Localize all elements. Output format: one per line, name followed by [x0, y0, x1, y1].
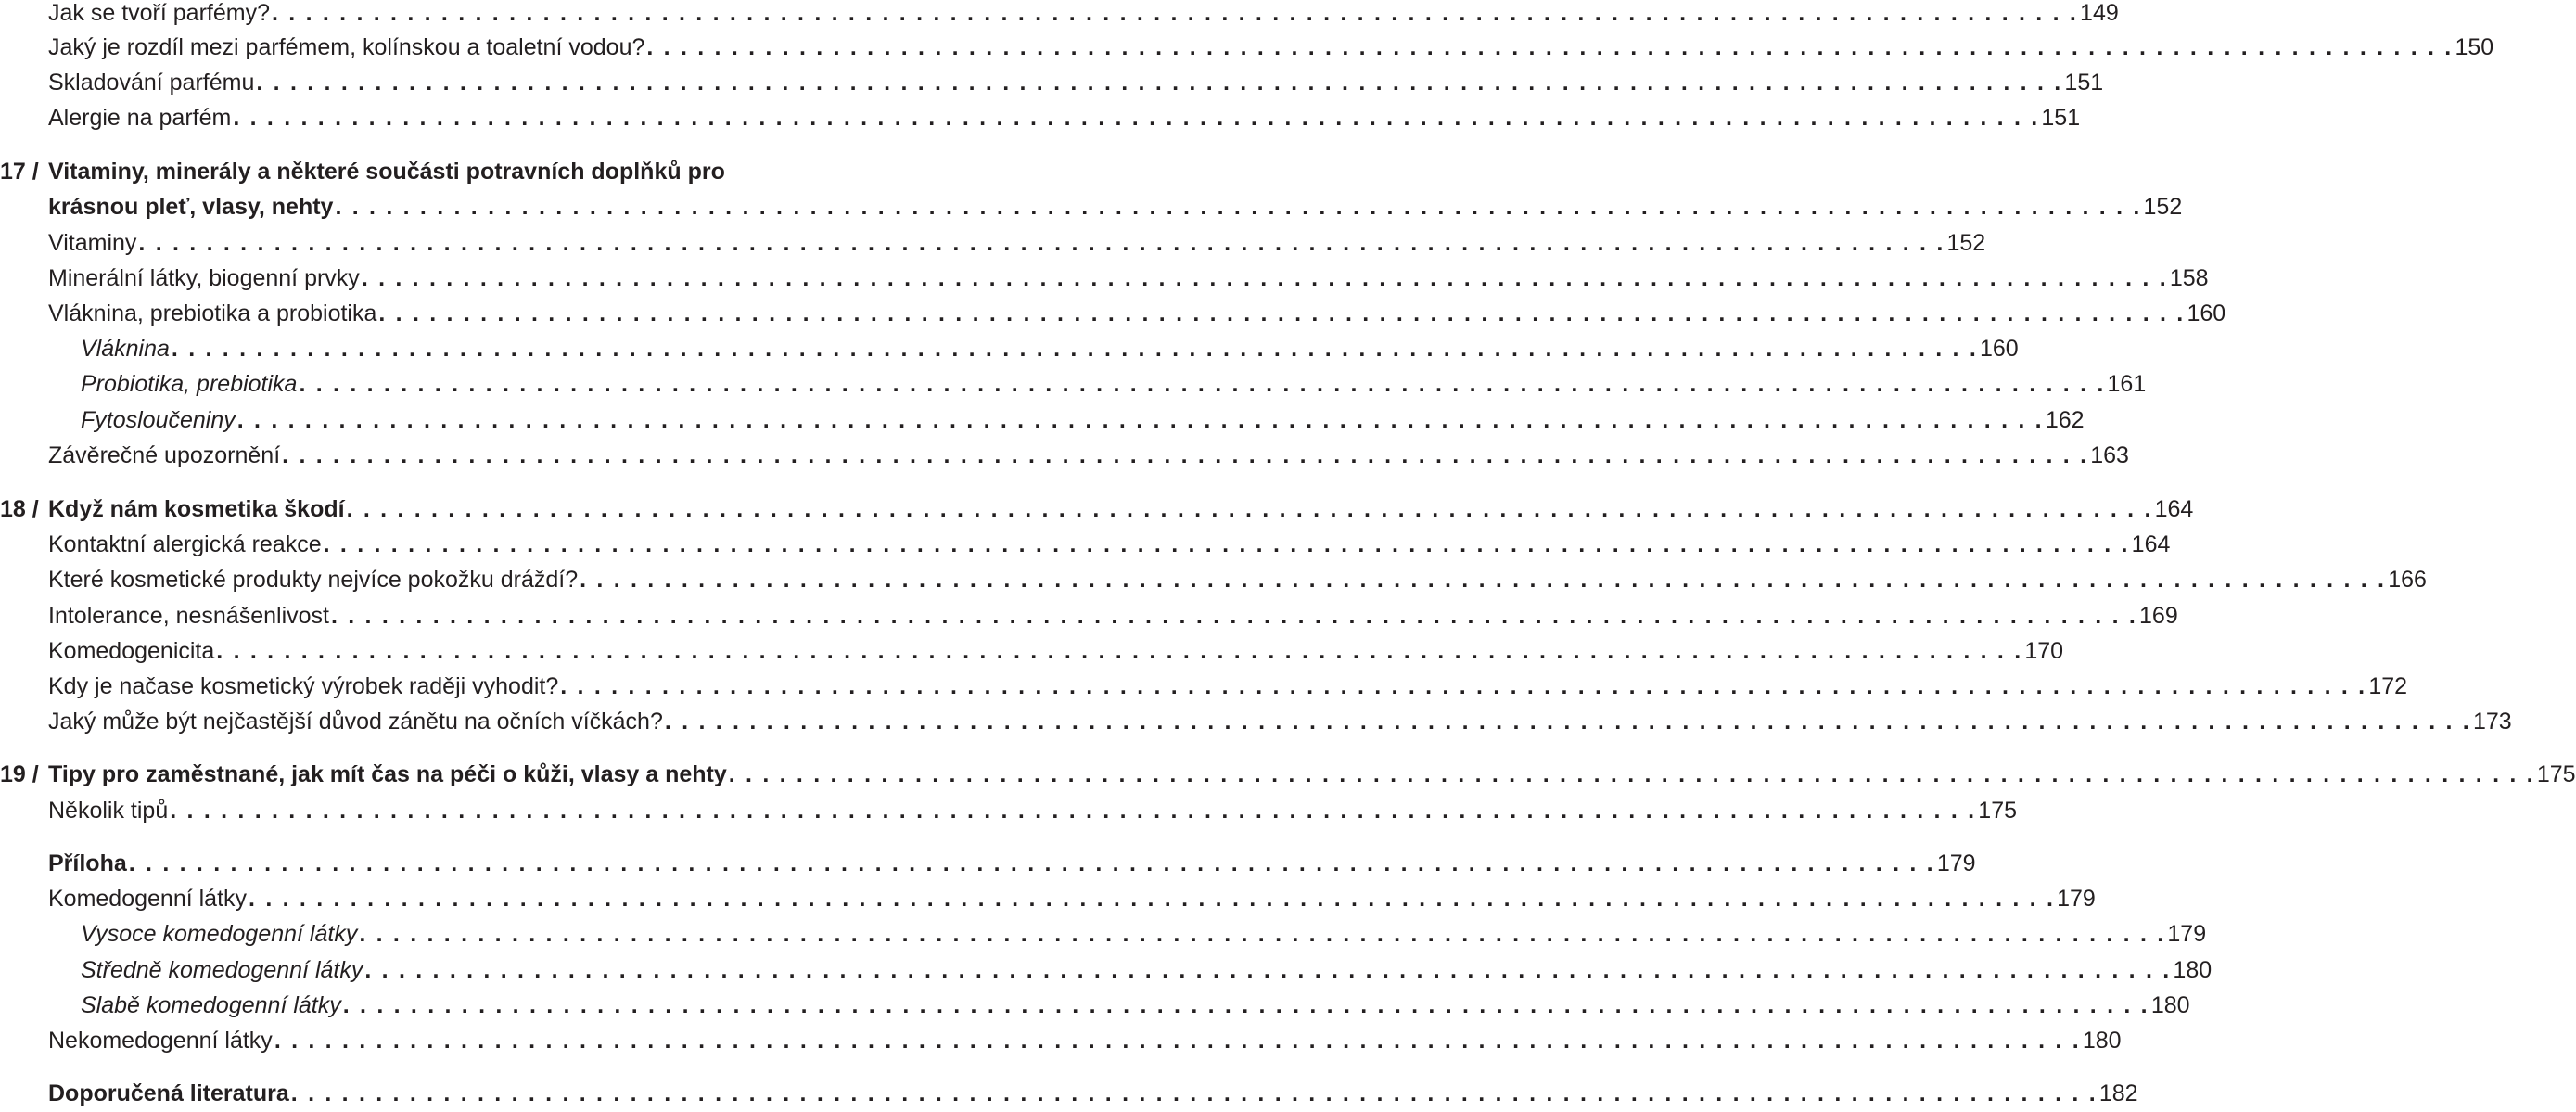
- toc-entry-title: Vitaminy: [48, 230, 137, 256]
- toc-page-number: 169: [2139, 603, 2178, 629]
- dot-leader: [236, 403, 2046, 438]
- toc-subentry: [0, 403, 2085, 438]
- toc-page-number: 179: [1936, 850, 1976, 876]
- toc-entry-title: Nekomedogenní látky: [48, 1028, 273, 1054]
- dot-leader: [289, 1076, 2099, 1111]
- toc-subentry: [0, 952, 2213, 988]
- toc-page-number: 166: [2388, 567, 2427, 593]
- toc-entry: [0, 100, 2081, 135]
- chapter-title-continued: krásnou pleť, vlasy, nehty: [48, 194, 334, 220]
- toc-page-number: 179: [2167, 921, 2207, 947]
- dot-leader: [333, 189, 2143, 224]
- chapter-title: Vitaminy, minerály a některé součásti potravních doplňků pro: [48, 159, 725, 185]
- toc-chapter-heading: [0, 757, 2576, 792]
- chapter-number: 19 /: [0, 761, 39, 787]
- toc-entry-title: Minerální látky, biogenní prvky: [48, 265, 360, 291]
- toc-entry: [0, 296, 2226, 331]
- toc-entry-title: Jak se tvoří parfémy?: [48, 0, 270, 26]
- toc-entry-title: Kontaktní alergická reakce: [48, 531, 322, 557]
- dot-leader: [329, 598, 2139, 633]
- toc-entry-title: Jaký může být nejčastější důvod zánětu na očních víčkách?: [48, 709, 663, 735]
- toc-entry: [0, 704, 2512, 739]
- toc-entry: [0, 65, 2104, 100]
- toc-entry-title: Intolerance, nesnášenlivost: [48, 603, 329, 629]
- toc-entry-title: Jaký je rozdíl mezi parfémem, kolínskou a toaletní vodou?: [48, 34, 645, 60]
- section-title: Doporučená literatura: [48, 1080, 289, 1106]
- dot-leader: [273, 1023, 2083, 1058]
- chapter-number: 17 /: [0, 159, 39, 185]
- toc-page-number: 161: [2107, 371, 2147, 397]
- dot-leader: [363, 952, 2173, 988]
- toc-entry-title: Několik tipů: [48, 798, 169, 824]
- toc-entry: [0, 598, 2178, 633]
- toc-entry-title: Závěrečné upozornění: [48, 442, 281, 468]
- toc-entry-title: Skladování parfému: [48, 70, 255, 96]
- toc-entry: [0, 0, 2119, 31]
- dot-leader: [214, 633, 2024, 669]
- toc-page-number: 160: [1979, 336, 2019, 362]
- toc-subentry: [0, 331, 2019, 366]
- toc-entry: [0, 633, 2064, 669]
- toc-page-number: 163: [2090, 442, 2129, 468]
- dot-leader: [322, 527, 2132, 562]
- toc-entry-title: Komedogenní látky: [48, 886, 248, 912]
- dot-leader: [254, 65, 2064, 100]
- toc-page-number: 164: [2131, 531, 2171, 557]
- dot-leader: [345, 492, 2155, 527]
- dot-leader: [558, 669, 2368, 704]
- chapter-title: Když nám kosmetika škodí: [48, 496, 345, 522]
- toc-section-heading: [0, 846, 1976, 881]
- toc-page-number: 182: [2098, 1080, 2138, 1106]
- toc-subentry: [0, 366, 2147, 402]
- toc-page-number: 172: [2368, 673, 2408, 699]
- dot-leader: [644, 30, 2455, 65]
- toc-page-number: 180: [2150, 992, 2190, 1018]
- toc-entry-title: Slabě komedogenní látky: [81, 992, 341, 1018]
- dot-leader: [280, 438, 2090, 473]
- toc-entry-title: Kdy je načase kosmetický výrobek raději vyhodit?: [48, 673, 559, 699]
- toc-section-heading: [0, 1076, 2138, 1111]
- toc-entry: [0, 527, 2171, 562]
- toc-page-number: 173: [2472, 709, 2512, 735]
- toc-entry-title: Probiotika, prebiotika: [81, 371, 298, 397]
- toc-entry: [0, 881, 2096, 916]
- toc-entry-title: Středně komedogenní látky: [81, 957, 363, 983]
- section-title: Příloha: [48, 850, 127, 876]
- toc-entry: [0, 261, 2209, 296]
- toc-entry: [0, 793, 2018, 828]
- toc-page-number: 152: [1946, 230, 1986, 256]
- toc-entry-title: Komedogenicita: [48, 638, 215, 664]
- toc-subentry: [0, 988, 2190, 1023]
- toc-page-number: 151: [2064, 70, 2104, 96]
- toc-entry-title: Fytosloučeniny: [81, 407, 236, 433]
- toc-chapter-heading: [0, 492, 2194, 527]
- dot-leader: [297, 366, 2107, 402]
- toc-entry-title: Vláknina, prebiotika a probiotika: [48, 300, 377, 326]
- dot-leader: [727, 757, 2537, 792]
- toc-page-number: 175: [2536, 761, 2576, 787]
- toc-entry-title: Vláknina: [81, 336, 170, 362]
- toc-page-number: 152: [2143, 194, 2183, 220]
- dot-leader: [170, 331, 1980, 366]
- toc-page-number: 164: [2154, 496, 2194, 522]
- dot-leader: [663, 704, 2473, 739]
- toc-page-number: 151: [2041, 105, 2081, 131]
- dot-leader: [127, 846, 1937, 881]
- chapter-number: 18 /: [0, 496, 39, 522]
- toc-page-number: 150: [2455, 34, 2494, 60]
- toc-page-number: 170: [2024, 638, 2064, 664]
- dot-leader: [231, 100, 2041, 135]
- toc-entry: [0, 1023, 2122, 1058]
- toc-chapter-heading: [0, 154, 886, 189]
- toc-entry: [0, 438, 2129, 473]
- dot-leader: [357, 916, 2167, 952]
- dot-leader: [270, 0, 2080, 31]
- toc-entry: [0, 562, 2427, 597]
- dot-leader: [376, 296, 2187, 331]
- toc-page-number: 149: [2080, 0, 2119, 26]
- toc-page-number: 180: [2173, 957, 2213, 983]
- toc-chapter-heading-continued: [0, 189, 2183, 224]
- toc-entry: [0, 30, 2494, 65]
- toc-page-number: 180: [2082, 1028, 2122, 1054]
- dot-leader: [578, 562, 2388, 597]
- toc-page-number: 175: [1978, 798, 2018, 824]
- dot-leader: [136, 225, 1946, 261]
- toc-page-number: 162: [2045, 407, 2085, 433]
- dot-leader: [247, 881, 2057, 916]
- toc-page-number: 160: [2187, 300, 2226, 326]
- toc-entry-title: Vysoce komedogenní látky: [81, 921, 358, 947]
- dot-leader: [168, 793, 1978, 828]
- toc-entry-title: Které kosmetické produkty nejvíce pokožku dráždí?: [48, 567, 579, 593]
- chapter-title: Tipy pro zaměstnané, jak mít čas na péči o kůži, vlasy a nehty: [48, 761, 727, 787]
- toc-entry: [0, 225, 1986, 261]
- dot-leader: [341, 988, 2151, 1023]
- toc-page-number: 179: [2057, 886, 2096, 912]
- toc-entry: [0, 669, 2408, 704]
- toc-subentry: [0, 916, 2207, 952]
- toc-page-number: 158: [2169, 265, 2209, 291]
- dot-leader: [360, 261, 2170, 296]
- toc-entry-title: Alergie na parfém: [48, 105, 232, 131]
